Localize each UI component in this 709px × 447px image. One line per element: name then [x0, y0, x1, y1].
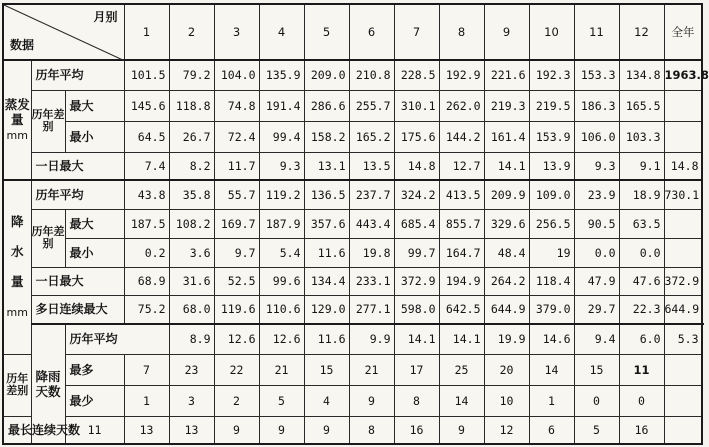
- precip-max-value: 169.7: [214, 209, 259, 238]
- rain-days-least-value: 3: [169, 385, 214, 416]
- evap-day-max-value: 8.2: [169, 152, 214, 180]
- evap-min-label: 最小: [65, 121, 124, 152]
- table-row: [3, 354, 702, 385]
- month-header: 9: [484, 4, 529, 60]
- precip-multi-day-value: 644.9: [484, 295, 529, 324]
- precip-day-max-value: 68.9: [124, 267, 169, 295]
- month-header: 3: [214, 4, 259, 60]
- evap-day-max-value: 9.3: [574, 152, 619, 180]
- rain-days-least-value: 4: [304, 385, 349, 416]
- rain-days-most-value: 14: [529, 354, 574, 385]
- rain-days-longest-label: 最长连续天数: [3, 416, 65, 444]
- rain-days-most-value: 21: [259, 354, 304, 385]
- rain-days-most-value: 15: [574, 354, 619, 385]
- precip-min-value: 19: [529, 238, 574, 267]
- precip-avg-value: 136.5: [304, 180, 349, 209]
- rain-days-most-value: 22: [214, 354, 259, 385]
- rain-days-least-value: 8: [394, 385, 439, 416]
- evap-day-max-value: 13.9: [529, 152, 574, 180]
- evap-day-max-value: 12.7: [439, 152, 484, 180]
- corner-month-label: 月别: [93, 10, 118, 24]
- evap-unit: mm: [6, 129, 28, 142]
- precip-day-max-value: 31.6: [169, 267, 214, 295]
- evap-avg-value: 228.5: [394, 60, 439, 90]
- precip-day-max-value: 118.4: [529, 267, 574, 295]
- precip-min-value: 3.6: [169, 238, 214, 267]
- evap-avg-value: 153.3: [574, 60, 619, 90]
- precip-avg-value: 43.8: [124, 180, 169, 209]
- evap-diff-label: 历年差别: [31, 90, 65, 152]
- evap-min-value: 161.4: [484, 121, 529, 152]
- rain-days-longest-value: 13: [169, 416, 214, 444]
- rain-days-longest-value: 11: [65, 416, 124, 444]
- precip-avg-value: 23.9: [574, 180, 619, 209]
- rain-days-avg-value: 5.3: [664, 324, 702, 354]
- precip-max-value: 187.5: [124, 209, 169, 238]
- month-header: 11: [574, 4, 619, 60]
- rain-days-longest-value: 9: [304, 416, 349, 444]
- evap-min-value: 103.3: [619, 121, 664, 152]
- precip-day-max-value: 264.2: [484, 267, 529, 295]
- precip-max-value: 108.2: [169, 209, 214, 238]
- evap-min-value: 165.2: [349, 121, 394, 152]
- evap-max-value: 74.8: [214, 90, 259, 121]
- rain-days-avg-value: 12.6: [259, 324, 304, 354]
- evap-max-value: 191.4: [259, 90, 304, 121]
- table-row: [3, 209, 702, 238]
- evap-avg-value: 134.8: [619, 60, 664, 90]
- rain-days-longest-value: 6: [529, 416, 574, 444]
- precip-max-value: 329.6: [484, 209, 529, 238]
- precip-day-max-value: 194.9: [439, 267, 484, 295]
- precip-min-value: 19.8: [349, 238, 394, 267]
- table-row: [3, 60, 702, 90]
- evap-max-value: 286.6: [304, 90, 349, 121]
- rain-days-longest-value: 16: [394, 416, 439, 444]
- precip-max-value: 855.7: [439, 209, 484, 238]
- rain-days-least-value: 5: [259, 385, 304, 416]
- evap-avg-value: 135.9: [259, 60, 304, 90]
- precip-avg-label: 历年平均: [31, 180, 124, 209]
- rain-days-most-value: 17: [394, 354, 439, 385]
- table-row: [3, 121, 702, 152]
- corner-data-label: 数据: [10, 38, 35, 52]
- precip-avg-value: 109.0: [529, 180, 574, 209]
- precip-group-label: [3, 180, 31, 354]
- evap-avg-year: 1963.8: [664, 60, 702, 90]
- precip-avg-value: 18.9: [619, 180, 664, 209]
- rain-days-longest-value: 8: [349, 416, 394, 444]
- month-header: 12: [619, 4, 664, 60]
- precip-multi-day-value: 379.0: [529, 295, 574, 324]
- evap-min-value: 106.0: [574, 121, 619, 152]
- rain-days-avg-value: 9.4: [574, 324, 619, 354]
- precip-min-value: 164.7: [439, 238, 484, 267]
- precip-min-value: 9.7: [214, 238, 259, 267]
- evap-max-value: 255.7: [349, 90, 394, 121]
- table-row: [3, 152, 702, 180]
- rain-days-diff-label: 历年差别: [3, 354, 31, 416]
- evap-min-value: 64.5: [124, 121, 169, 152]
- precip-avg-value: 324.2: [394, 180, 439, 209]
- precip-avg-value: 413.5: [439, 180, 484, 209]
- month-header: 1: [124, 4, 169, 60]
- evap-min-value: 99.4: [259, 121, 304, 152]
- precip-max-value: 685.4: [394, 209, 439, 238]
- rain-days-most-value: 15: [304, 354, 349, 385]
- rain-days-least-year: [664, 385, 702, 416]
- month-header: 6: [349, 4, 394, 60]
- precip-multi-day-value: 22.3: [619, 295, 664, 324]
- precip-multi-day-value: 277.1: [349, 295, 394, 324]
- evap-min-value: 158.2: [304, 121, 349, 152]
- rain-days-least-value: 10: [484, 385, 529, 416]
- precip-max-value: 63.5: [619, 209, 664, 238]
- rain-days-longest-value: 13: [124, 416, 169, 444]
- evap-day-max-value: 14.8: [394, 152, 439, 180]
- precip-avg-year: 730.1: [664, 180, 702, 209]
- table-row: [3, 238, 702, 267]
- rain-days-most-value: 25: [439, 354, 484, 385]
- precip-multi-day-year: 644.9: [664, 295, 702, 324]
- rain-days-longest-value: 9: [259, 416, 304, 444]
- rain-days-longest-value: 9: [439, 416, 484, 444]
- precip-day-max-year: 372.9: [664, 267, 702, 295]
- evap-avg-value: 79.2: [169, 60, 214, 90]
- month-header: 10: [529, 4, 574, 60]
- precip-avg-value: 209.9: [484, 180, 529, 209]
- precip-max-value: 187.9: [259, 209, 304, 238]
- precip-min-label: 最小: [65, 238, 124, 267]
- climate-data-table: [2, 3, 709, 445]
- evap-avg-value: 192.9: [439, 60, 484, 90]
- table-row: [3, 385, 702, 416]
- precip-multi-day-value: 598.0: [394, 295, 439, 324]
- table-row: [3, 90, 702, 121]
- evap-day-max-label: 一日最大: [31, 152, 124, 180]
- evap-avg-value: 210.8: [349, 60, 394, 90]
- evap-min-value: 72.4: [214, 121, 259, 152]
- evap-min-year: [664, 121, 702, 152]
- precip-min-value: 99.7: [394, 238, 439, 267]
- evap-max-value: 219.3: [484, 90, 529, 121]
- precip-multi-day-value: 129.0: [304, 295, 349, 324]
- month-header: 7: [394, 4, 439, 60]
- precip-unit: mm: [6, 306, 28, 320]
- rain-days-longest-year: 16: [619, 416, 664, 444]
- evap-group-text: 蒸发量: [4, 97, 30, 127]
- evap-max-value: 262.0: [439, 90, 484, 121]
- precip-min-value: 0.0: [619, 238, 664, 267]
- rain-days-least-value: 14: [439, 385, 484, 416]
- precip-min-value: 48.4: [484, 238, 529, 267]
- rain-days-avg-label: 历年平均: [65, 324, 169, 354]
- precip-multi-day-value: 75.2: [124, 295, 169, 324]
- rain-days-avg-value: 14.6: [529, 324, 574, 354]
- evap-max-value: 219.5: [529, 90, 574, 121]
- precip-max-value: 357.6: [304, 209, 349, 238]
- precip-day-max-value: 372.9: [394, 267, 439, 295]
- evap-group-label: [3, 60, 31, 180]
- evap-avg-value: 209.0: [304, 60, 349, 90]
- precip-multi-day-value: 119.6: [214, 295, 259, 324]
- evap-max-value: 145.6: [124, 90, 169, 121]
- precip-multi-day-value: 68.0: [169, 295, 214, 324]
- rain-days-avg-value: 14.1: [439, 324, 484, 354]
- evap-avg-label: 历年平均: [31, 60, 124, 90]
- table-row: [3, 416, 702, 444]
- rain-days-avg-value: 11.6: [304, 324, 349, 354]
- month-header: 8: [439, 4, 484, 60]
- evap-min-value: 175.6: [394, 121, 439, 152]
- rain-days-least-value: 1: [124, 385, 169, 416]
- month-header: 4: [259, 4, 304, 60]
- precip-multi-day-value: 110.6: [259, 295, 304, 324]
- rain-days-longest-value: 12: [484, 416, 529, 444]
- precip-min-value: 11.6: [304, 238, 349, 267]
- evap-max-value: 165.5: [619, 90, 664, 121]
- evap-avg-value: 101.5: [124, 60, 169, 90]
- rain-days-most-value: 7: [124, 354, 169, 385]
- evap-max-value: 118.8: [169, 90, 214, 121]
- rain-days-least-value: 2: [214, 385, 259, 416]
- precip-group-text-1: 降: [10, 214, 24, 230]
- evap-day-max-value: 13.5: [349, 152, 394, 180]
- evap-avg-value: 192.3: [529, 60, 574, 90]
- precip-avg-value: 55.7: [214, 180, 259, 209]
- precip-multi-day-value: 642.5: [439, 295, 484, 324]
- month-header-year: 全年: [664, 4, 702, 60]
- rain-days-longest-value: 9: [214, 416, 259, 444]
- evap-day-max-value: 7.4: [124, 152, 169, 180]
- rain-days-least-value: 1: [529, 385, 574, 416]
- precip-min-year: [664, 238, 702, 267]
- evap-min-value: 153.9: [529, 121, 574, 152]
- rain-days-most-value: 21: [349, 354, 394, 385]
- evap-day-max-year: 14.8: [664, 152, 702, 180]
- precip-max-year: [664, 209, 702, 238]
- rain-days-avg-value: 14.1: [394, 324, 439, 354]
- precip-min-value: 5.4: [259, 238, 304, 267]
- precip-group-text-3: 量: [10, 274, 24, 290]
- evap-avg-value: 221.6: [484, 60, 529, 90]
- header-row: [3, 4, 702, 60]
- rain-days-avg-value: 19.9: [484, 324, 529, 354]
- table-row: [3, 267, 702, 295]
- evap-min-value: 144.2: [439, 121, 484, 152]
- precip-max-value: 90.5: [574, 209, 619, 238]
- precip-multi-day-value: 29.7: [574, 295, 619, 324]
- rain-days-most-value: 20: [484, 354, 529, 385]
- precip-max-value: 443.4: [349, 209, 394, 238]
- evap-max-value: 310.1: [394, 90, 439, 121]
- precip-max-value: 256.5: [529, 209, 574, 238]
- evap-max-value: 186.3: [574, 90, 619, 121]
- rain-days-most-year: [664, 354, 702, 385]
- rain-days-avg-value: 6.0: [619, 324, 664, 354]
- precip-max-label: 最大: [65, 209, 124, 238]
- precip-day-max-value: 52.5: [214, 267, 259, 295]
- rain-days-avg-value: 9.9: [349, 324, 394, 354]
- evap-max-label: 最大: [65, 90, 124, 121]
- evap-avg-value: 104.0: [214, 60, 259, 90]
- rain-days-least-label: 最少: [65, 385, 124, 416]
- precip-day-max-value: 47.6: [619, 267, 664, 295]
- evap-day-max-value: 13.1: [304, 152, 349, 180]
- rain-days-least-value: 0: [574, 385, 619, 416]
- precip-min-value: 0.2: [124, 238, 169, 267]
- precip-diff-label: 历年差别: [31, 209, 65, 267]
- month-header: 5: [304, 4, 349, 60]
- rain-days-longest-value: 5: [574, 416, 619, 444]
- precip-group-text-2: 水: [10, 244, 24, 260]
- precip-day-max-value: 233.1: [349, 267, 394, 295]
- month-header: 2: [169, 4, 214, 60]
- rain-days-most-label: 最多: [65, 354, 124, 385]
- evap-day-max-value: 14.1: [484, 152, 529, 180]
- rain-days-avg-value: 8.9: [169, 324, 214, 354]
- evap-min-value: 26.7: [169, 121, 214, 152]
- precip-day-max-value: 47.9: [574, 267, 619, 295]
- table-row: [3, 324, 702, 354]
- precip-avg-value: 119.2: [259, 180, 304, 209]
- precip-avg-value: 237.7: [349, 180, 394, 209]
- table-row: [3, 180, 702, 209]
- evap-day-max-value: 9.1: [619, 152, 664, 180]
- evap-max-year: [664, 90, 702, 121]
- rain-days-group-label: 降雨天数: [31, 324, 65, 444]
- precip-day-max-label: 一日最大: [31, 267, 124, 295]
- rain-days-least-value: 9: [349, 385, 394, 416]
- rain-days-least-value: 0: [619, 385, 664, 416]
- rain-days-most-value: 23: [169, 354, 214, 385]
- rain-days-avg-value: 12.6: [214, 324, 259, 354]
- precip-avg-value: 35.8: [169, 180, 214, 209]
- precip-min-value: 0.0: [574, 238, 619, 267]
- rain-days-most-value: 11: [619, 354, 664, 385]
- evap-day-max-value: 9.3: [259, 152, 304, 180]
- header-corner-cell: [3, 4, 124, 60]
- precip-day-max-value: 99.6: [259, 267, 304, 295]
- precip-multi-day-label: 多日连续最大: [31, 295, 124, 324]
- table-row: [3, 295, 702, 324]
- evap-day-max-value: 11.7: [214, 152, 259, 180]
- precip-day-max-value: 134.4: [304, 267, 349, 295]
